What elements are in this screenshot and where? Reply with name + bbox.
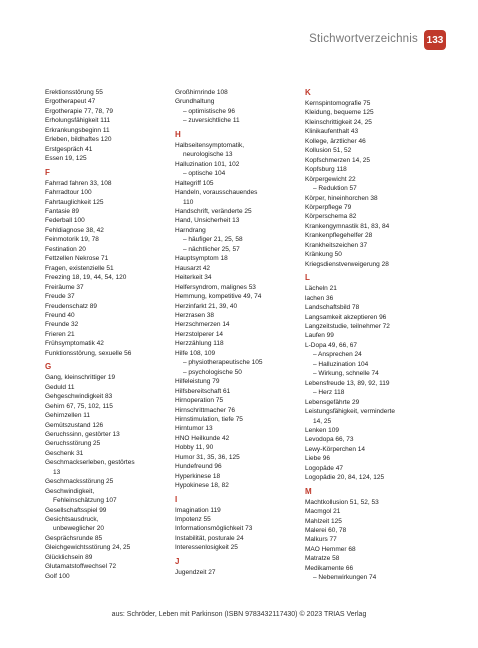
index-subentry: – psychologische 50 bbox=[183, 368, 242, 376]
index-entry: Hausarzt 42 bbox=[175, 264, 211, 272]
index-entry: Körper, hineinhorchen 38 bbox=[305, 194, 378, 202]
index-entry: Kollusion 51, 52 bbox=[305, 147, 352, 155]
index-entry: Freezing 18, 19, 44, 54, 120 bbox=[45, 274, 127, 282]
index-entry: Hobby 11, 90 bbox=[175, 444, 214, 452]
index-entry: Herzrasen 38 bbox=[175, 311, 215, 319]
index-letter-heading: M bbox=[305, 486, 312, 496]
index-entry: Hand, Unsicherheit 13 bbox=[175, 217, 240, 225]
index-entry: Lächeln 21 bbox=[305, 285, 337, 293]
index-entry: Geruchsstörung 25 bbox=[45, 440, 101, 448]
index-entry: Essen 19, 125 bbox=[45, 155, 87, 163]
index-entry: Glücklichsein 89 bbox=[45, 553, 93, 561]
index-entry: Herzinfarkt 21, 39, 40 bbox=[175, 302, 238, 310]
index-entry: Imagination 119 bbox=[175, 506, 221, 514]
index-entry: Fettzellen Nekrose 71 bbox=[45, 255, 109, 263]
index-subentry: 110 bbox=[183, 198, 194, 206]
index-entry: Federball 100 bbox=[45, 217, 85, 225]
index-entry: Golf 100 bbox=[45, 572, 70, 580]
index-entry: Handeln, vorausschauendes bbox=[175, 189, 258, 197]
index-entry: Geschwindigkeit, bbox=[45, 487, 95, 495]
index-entry: Freund 40 bbox=[45, 311, 75, 319]
index-entry: Kränkung 50 bbox=[305, 251, 342, 259]
index-entry: Fahrrad fahren 33, 108 bbox=[45, 179, 112, 187]
index-entry: Ergotherapie 77, 78, 79 bbox=[45, 107, 113, 115]
index-entry: Funktionsstörung, sexuelle 56 bbox=[45, 349, 132, 357]
index-entry: Lebensgefährte 29 bbox=[305, 398, 360, 406]
index-entry: L-Dopa 49, 66, 67 bbox=[305, 341, 358, 349]
index-entry: Fahrradtour 100 bbox=[45, 189, 92, 197]
index-entry: Körperschema 82 bbox=[305, 213, 357, 221]
index-entry: Heiterkeit 34 bbox=[175, 274, 212, 282]
index-entry: Hemmung, kompetitive 49, 74 bbox=[175, 293, 262, 301]
index-entry: Halluzination 101, 102 bbox=[175, 160, 240, 168]
index-entry: Herzstolperer 14 bbox=[175, 330, 224, 338]
index-entry: Kollege, ärztlicher 46 bbox=[305, 137, 366, 145]
index-entry: Klinikaufenthalt 43 bbox=[305, 128, 359, 136]
index-entry: Herzzählung 118 bbox=[175, 340, 224, 348]
index-entry: Liebe 96 bbox=[305, 455, 330, 463]
index-entry: HNO Heilkunde 42 bbox=[175, 434, 230, 442]
index-entry: Geschmacksstörung 25 bbox=[45, 478, 114, 486]
index-entry: Erkrankungsbeginn 11 bbox=[45, 126, 110, 134]
index-entry: Frieren 21 bbox=[45, 330, 75, 338]
index-entry: Humor 31, 35, 36, 125 bbox=[175, 453, 240, 461]
index-entry: Macmgol 21 bbox=[305, 508, 341, 516]
index-entry: Krankengymnastik 81, 83, 84 bbox=[305, 222, 390, 230]
index-entry: Kopfsburg 118 bbox=[305, 166, 347, 174]
index-subentry: unbeweglicher 20 bbox=[53, 525, 104, 533]
index-letter-heading: F bbox=[45, 167, 50, 177]
index-entry: Impotenz 55 bbox=[175, 516, 211, 524]
index-entry: Lenken 109 bbox=[305, 426, 339, 434]
index-letter-heading: J bbox=[175, 556, 180, 566]
index-entry: Fantasie 89 bbox=[45, 207, 79, 215]
index-entry: Ergotherapeut 47 bbox=[45, 98, 96, 106]
index-subentry: – häufiger 21, 25, 58 bbox=[183, 236, 243, 244]
index-letter-heading: G bbox=[45, 362, 52, 372]
index-entry: Körpergewicht 22 bbox=[305, 175, 356, 183]
index-entry: Medikamente 66 bbox=[305, 564, 354, 572]
index-entry: lachen 36 bbox=[305, 294, 334, 302]
index-entry: Fahrtauglichkeit 125 bbox=[45, 198, 104, 206]
index-entry: Hundefreund 96 bbox=[175, 463, 222, 471]
index-entry: Gemütszustand 126 bbox=[45, 421, 104, 429]
section-title: Stichwortverzeichnis bbox=[309, 33, 418, 45]
index-entry: Kriegsdienstverweigerung 28 bbox=[305, 260, 389, 268]
index-entry: Langzeitstudie, teilnehmer 72 bbox=[305, 322, 390, 330]
index-subentry: – Nebenwirkungen 74 bbox=[313, 574, 377, 582]
index-column-1 bbox=[45, 88, 170, 581]
index-letter-heading: I bbox=[175, 494, 178, 504]
index-entry: Instabilität, posturale 24 bbox=[175, 534, 244, 542]
index-entry: Kleinschrittigkeit 24, 25 bbox=[305, 118, 372, 126]
index-entry: Hirntumor 13 bbox=[175, 425, 213, 433]
index-entry: Geduld 11 bbox=[45, 383, 75, 391]
index-entry: Großhirnrinde 108 bbox=[175, 89, 228, 96]
index-subentry: – nächtlicher 25, 57 bbox=[183, 245, 240, 253]
index-entry: Kleidung, bequeme 125 bbox=[305, 109, 374, 117]
index-entry: Helfersyndrom, malignes 53 bbox=[175, 283, 256, 291]
index-entry: Hilfe 108, 109 bbox=[175, 349, 216, 357]
index-entry: Geschmackserleben, gestörtes bbox=[45, 459, 135, 467]
index-entry: Glutamatstoffwechsel 72 bbox=[45, 563, 117, 571]
index-subentry: – optische 104 bbox=[183, 170, 226, 178]
index-entry: Harndrang bbox=[175, 226, 206, 234]
index-entry: Gang, kleinschrittiger 19 bbox=[45, 374, 116, 382]
index-letter-heading: H bbox=[175, 129, 181, 139]
index-entry: Hilfsbereitschaft 61 bbox=[175, 387, 231, 395]
index-entry: Gesprächsrunde 85 bbox=[45, 534, 103, 542]
index-entry: Freude 37 bbox=[45, 293, 75, 301]
index-entry: Gehirn 67, 75, 102, 115 bbox=[45, 402, 113, 410]
index-column-2 bbox=[175, 88, 300, 577]
index-entry: Levodopa 66, 73 bbox=[305, 436, 354, 444]
index-entry: Fehldiagnose 38, 42 bbox=[45, 226, 104, 234]
index-letter-heading: K bbox=[305, 88, 311, 97]
index-entry: Haltegriff 105 bbox=[175, 179, 214, 187]
index-entry: Halbseitensymptomatik, bbox=[175, 141, 244, 149]
index-entry: Erleben, bildhaftes 120 bbox=[45, 136, 112, 144]
index-entry: Hyperkinese 18 bbox=[175, 472, 221, 480]
index-entry: Krankenpflegehelfer 28 bbox=[305, 232, 373, 240]
index-entry: Malkurs 77 bbox=[305, 536, 337, 544]
index-entry: Gehirnzellen 11 bbox=[45, 412, 91, 420]
index-entry: Kernspintomografie 75 bbox=[305, 100, 371, 107]
index-entry: Frühsymptomatik 42 bbox=[45, 340, 104, 348]
index-subentry: – Reduktion 57 bbox=[313, 185, 357, 193]
index-entry: Gesichtsausdruck, bbox=[45, 516, 99, 524]
index-entry: Erektionsstörung 55 bbox=[45, 89, 103, 96]
index-entry: Informationsmöglichkeit 73 bbox=[175, 525, 253, 533]
index-entry: Logopäde 47 bbox=[305, 464, 343, 472]
index-entry: Laufen 99 bbox=[305, 332, 334, 340]
index-subentry: – Herz 118 bbox=[313, 389, 345, 397]
index-entry: Hypokinese 18, 82 bbox=[175, 482, 229, 490]
index-entry: Erstgespräch 41 bbox=[45, 145, 93, 153]
index-entry: Krankheitszeichen 37 bbox=[305, 241, 368, 249]
index-column-3 bbox=[305, 88, 430, 583]
index-entry: Interessenlosigkeit 25 bbox=[175, 544, 238, 552]
index-entry: Geschenk 31 bbox=[45, 449, 84, 457]
index-entry: Geruchssinn, gestörter 13 bbox=[45, 430, 120, 438]
index-entry: Herzschmerzen 14 bbox=[175, 321, 230, 329]
page-number-badge: 133 bbox=[424, 30, 446, 50]
index-entry: Handschrift, veränderte 25 bbox=[175, 207, 252, 215]
index-entry: Gesellschaftsspiel 99 bbox=[45, 506, 107, 514]
index-entry: Lebensfreude 13, 89, 92, 119 bbox=[305, 379, 390, 387]
index-entry: Grundhaltung bbox=[175, 98, 215, 106]
index-entry: Freiräume 37 bbox=[45, 283, 84, 291]
index-entry: Machtkollusion 51, 52, 53 bbox=[305, 498, 379, 506]
index-letter-heading: L bbox=[305, 273, 310, 283]
index-entry: Kopfschmerzen 14, 25 bbox=[305, 156, 371, 164]
index-entry: Erholungsfähigkeit 111 bbox=[45, 117, 111, 125]
index-entry: Hirnoperation 75 bbox=[175, 397, 224, 405]
index-entry: Hirnschrittmacher 76 bbox=[175, 406, 235, 414]
index-subentry: neurologische 13 bbox=[183, 151, 233, 159]
index-entry: Lewy-Körperchen 14 bbox=[305, 445, 365, 453]
index-entry: Gleichgewichtsstörung 24, 25 bbox=[45, 544, 131, 552]
index-entry: Matratze 58 bbox=[305, 555, 340, 563]
index-entry: Hilfeleistung 79 bbox=[175, 378, 220, 386]
index-entry: Leistungsfähigkeit, verminderte bbox=[305, 408, 395, 416]
index-entry: Fragen, existenzielle 51 bbox=[45, 264, 114, 272]
index-entry: Körperpflege 79 bbox=[305, 203, 352, 211]
index-subentry: – Wirkung, schnelle 74 bbox=[313, 370, 379, 378]
index-subentry: – optimistische 96 bbox=[183, 107, 236, 115]
index-entry: MAO Hemmer 68 bbox=[305, 545, 356, 553]
index-subentry: 14, 25 bbox=[313, 417, 332, 425]
index-entry: Logopädie 20, 84, 124, 125 bbox=[305, 474, 385, 482]
index-subentry: – physiotherapeutische 105 bbox=[183, 359, 263, 367]
index-subentry: – zuversichtliche 11 bbox=[183, 117, 240, 125]
index-entry: Hirnstimulation, tiefe 75 bbox=[175, 415, 243, 423]
index-subentry: 13 bbox=[53, 468, 61, 476]
index-subentry: – Halluzination 104 bbox=[313, 360, 369, 368]
index-entry: Feinmotorik 19, 78 bbox=[45, 236, 99, 244]
index-subentry: Fehleinschätzung 107 bbox=[53, 497, 117, 505]
index-entry: Freudenschatz 89 bbox=[45, 302, 98, 310]
index-entry: Hauptsymptom 18 bbox=[175, 255, 228, 263]
index-entry: Mahlzeit 125 bbox=[305, 517, 342, 525]
source-footer: aus: Schröder, Leben mit Parkinson (ISBN 9783432117430) © 2023 TRIAS Verlag bbox=[111, 611, 367, 618]
index-entry: Jugendzeit 27 bbox=[175, 568, 216, 576]
index-subentry: – Ansprechen 24 bbox=[313, 351, 362, 359]
index-entry: Landschaftsbild 78 bbox=[305, 304, 360, 312]
index-entry: Freunde 32 bbox=[45, 321, 79, 329]
index-entry: Festination 20 bbox=[45, 245, 86, 253]
index-entry: Langsamkeit akzeptieren 96 bbox=[305, 313, 387, 321]
index-entry: Malerei 60, 78 bbox=[305, 527, 347, 535]
index-entry: Gehgeschwindigkeit 83 bbox=[45, 393, 113, 401]
